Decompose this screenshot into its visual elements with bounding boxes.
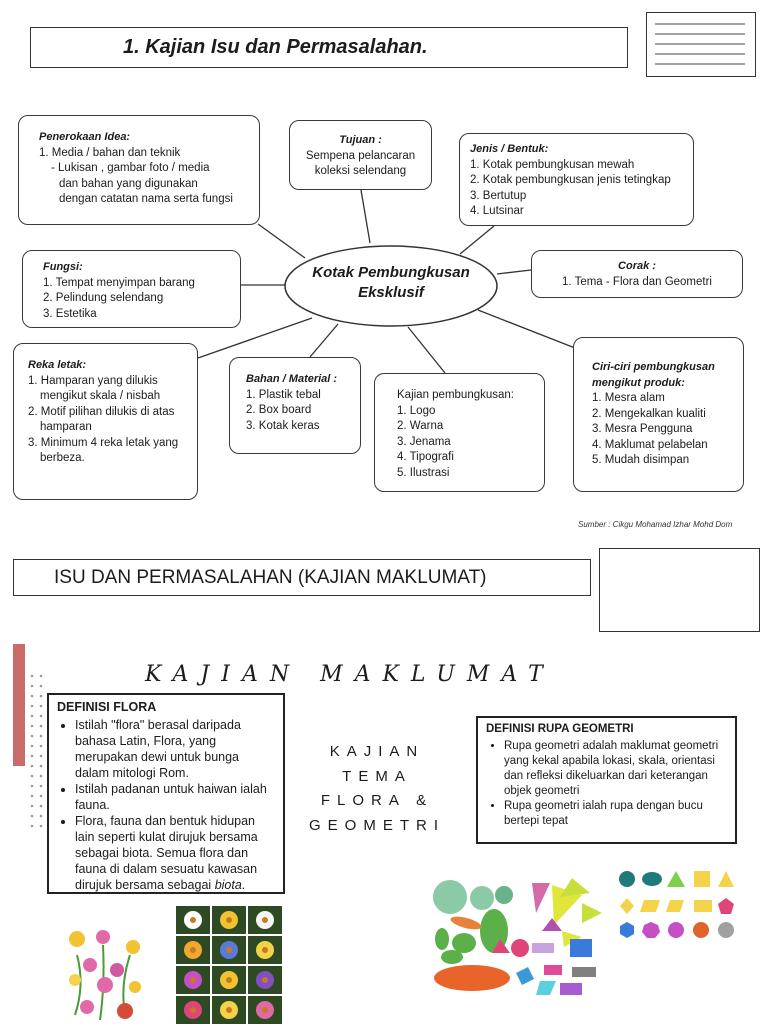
flora-item bbox=[75, 813, 275, 893]
grid-dot bbox=[31, 795, 34, 798]
box-line: 5. Mudah disimpan bbox=[592, 454, 690, 466]
grid-dot bbox=[40, 765, 43, 768]
box-heading: Bahan / Material : bbox=[246, 373, 338, 385]
grid-dot bbox=[40, 725, 43, 728]
grid-dot bbox=[40, 675, 43, 678]
flower-photo-tile bbox=[212, 906, 246, 934]
grid-dot bbox=[31, 735, 34, 738]
center-node-label bbox=[282, 263, 500, 303]
grid-dot bbox=[31, 725, 34, 728]
shape-reference-chart bbox=[614, 868, 744, 954]
box-heading: Tujuan : bbox=[339, 134, 382, 146]
box-ciri-ciri bbox=[573, 337, 744, 492]
box-line: 2. Motif pilihan dilukis di atas bbox=[28, 405, 175, 418]
box-line: dan bahan yang digunakan bbox=[59, 177, 198, 190]
box-line: 3. Mesra Pengguna bbox=[592, 423, 693, 435]
grid-dot bbox=[31, 685, 34, 688]
center-words bbox=[292, 740, 462, 838]
center-word: TEMA bbox=[342, 767, 412, 785]
definisi-flora bbox=[47, 693, 285, 894]
grid-dot bbox=[31, 745, 34, 748]
box-line: koleksi selendang bbox=[314, 165, 407, 177]
blank-box bbox=[599, 548, 760, 632]
center-node-line1: Kotak Pembungkusan bbox=[312, 264, 470, 281]
box-heading: Corak : bbox=[618, 260, 656, 272]
flora-italic-term: biota bbox=[214, 878, 242, 892]
grid-dot bbox=[40, 815, 43, 818]
flower-photo-tile bbox=[212, 966, 246, 994]
grid-dot bbox=[40, 695, 43, 698]
script-title: KAJIAN MAKLUMAT bbox=[145, 662, 555, 687]
geometri-item: • Rupa geometri adalah maklumat geometri yang kekal apabila lokasi, skala, orientasi dan refleksi dikeluarkan dari keterangan objek geometri bbox=[504, 739, 727, 799]
box-line: 1. Tempat menyimpan barang bbox=[43, 276, 195, 289]
box-corak bbox=[531, 250, 743, 298]
box-line: 1. Logo bbox=[397, 404, 436, 417]
geometric-shapes-cluster bbox=[432, 873, 612, 1003]
box-line: dengan catatan nama serta fungsi bbox=[59, 193, 233, 205]
flower-photo-tile bbox=[248, 906, 282, 934]
box-line: 2. Pelindung selendang bbox=[43, 292, 164, 304]
center-word: FLORA & bbox=[320, 792, 434, 809]
box-bahan-material bbox=[229, 357, 361, 454]
flora-period: . bbox=[241, 878, 246, 892]
grid-dot bbox=[31, 805, 34, 808]
flower-photo-tile bbox=[248, 936, 282, 964]
grid-dot bbox=[40, 805, 43, 808]
box-line: 3. Minimum 4 reka letak yang bbox=[28, 436, 179, 449]
box-line: 1. Media / bahan dan teknik bbox=[39, 146, 181, 159]
grid-dot bbox=[40, 755, 43, 758]
box-line: 4. Lutsinar bbox=[470, 205, 524, 217]
geometri-item: • Rupa geometri ialah rupa dengan bucu bertepi tepat bbox=[504, 799, 727, 829]
box-line: 1. Plastik tebal bbox=[246, 388, 321, 401]
grid-dot bbox=[40, 785, 43, 788]
grid-dot bbox=[31, 695, 34, 698]
center-word: KAJIAN bbox=[329, 743, 425, 760]
grid-dot bbox=[40, 715, 43, 718]
box-heading: Kajian pembungkusan: bbox=[397, 389, 514, 401]
grid-dot bbox=[31, 785, 34, 788]
section-title-box bbox=[13, 559, 591, 596]
box-heading: Jenis / Bentuk: bbox=[470, 143, 549, 155]
box-line: 1. Mesra alam bbox=[592, 392, 665, 404]
flower-photo-grid bbox=[176, 906, 284, 1024]
box-line: 3. Bertutup bbox=[470, 189, 527, 202]
box-line: 2. Kotak pembungkusan jenis tetingkap bbox=[470, 174, 671, 186]
flower-photo-tile bbox=[248, 966, 282, 994]
grid-dot bbox=[31, 675, 34, 678]
box-heading: Fungsi: bbox=[43, 261, 83, 273]
flower-photo-tile bbox=[176, 906, 210, 934]
box-line: - Lukisan , gambar foto / media bbox=[51, 162, 210, 174]
box-line: 5. Ilustrasi bbox=[397, 466, 450, 479]
definisi-rupa-geometri bbox=[476, 716, 737, 844]
flower-photo-tile bbox=[212, 936, 246, 964]
flower-photo-tile bbox=[248, 996, 282, 1024]
definisi-geometri-heading: DEFINISI RUPA GEOMETRI bbox=[486, 723, 634, 735]
flora-item-text: Flora, fauna dan bentuk hidupan lain seperti kulat dirujuk bersama sebagai biota. Semua flora dan fauna di dalam sesuatu kawasan dirujuk bersama sebagai bbox=[75, 814, 258, 892]
box-line: Sempena pelancaran bbox=[305, 149, 416, 162]
box-line: 3. Kotak keras bbox=[246, 419, 320, 432]
box-line: mengikut skala / nisbah bbox=[40, 390, 161, 402]
box-line: 2. Warna bbox=[397, 420, 444, 432]
flora-item: • Istilah padanan untuk haiwan ialah fauna. bbox=[75, 781, 275, 813]
flower-photo-tile bbox=[176, 996, 210, 1024]
flower-photo-tile bbox=[212, 996, 246, 1024]
grid-dot bbox=[40, 705, 43, 708]
box-line: 4. Maklumat pelabelan bbox=[592, 438, 708, 451]
box-reka-letak bbox=[13, 343, 198, 500]
grid-dot bbox=[31, 775, 34, 778]
section-title: ISU DAN PERMASALAHAN (KAJIAN MAKLUMAT) bbox=[54, 567, 487, 588]
box-fungsi bbox=[22, 250, 241, 328]
definisi-flora-heading: DEFINISI FLORA bbox=[57, 700, 157, 714]
grid-dot bbox=[40, 745, 43, 748]
flower-illustration bbox=[55, 925, 155, 1024]
flower-photo-tile bbox=[176, 966, 210, 994]
grid-dot bbox=[31, 755, 34, 758]
box-heading: Ciri-ciri pembungkusan mengikut produk: bbox=[592, 361, 715, 389]
box-line: berbeza. bbox=[40, 452, 85, 464]
top-title: 1. Kajian Isu dan Permasalahan. bbox=[123, 36, 428, 58]
box-line: 1. Hamparan yang dilukis bbox=[28, 374, 158, 387]
grid-dot bbox=[31, 825, 34, 828]
grid-dot bbox=[40, 685, 43, 688]
box-line: 2. Mengekalkan kualiti bbox=[592, 407, 706, 420]
grid-dot bbox=[31, 815, 34, 818]
box-jenis-bentuk bbox=[459, 133, 694, 226]
box-kajian-pembungkusan bbox=[374, 373, 545, 492]
box-line: 3. Jenama bbox=[397, 435, 451, 448]
box-line: hamparan bbox=[40, 421, 92, 433]
grid-dot bbox=[40, 775, 43, 778]
flower-photo-tile bbox=[176, 936, 210, 964]
flora-item: • Istilah "flora" berasal daripada bahasa Latin, Flora, yang merupakan dewi untuk bunga dalam mitologi Rom. bbox=[75, 717, 275, 781]
box-line: 1. Tema - Flora dan Geometri bbox=[562, 275, 712, 288]
box-line: 2. Box board bbox=[246, 404, 312, 416]
box-penerokaan-idea bbox=[18, 115, 260, 225]
box-tujuan bbox=[289, 120, 432, 190]
dot-grid-decoration bbox=[28, 672, 46, 832]
center-word: GEOMETRI bbox=[308, 816, 445, 834]
grid-dot bbox=[31, 765, 34, 768]
box-line: 4. Tipografi bbox=[397, 451, 454, 463]
box-heading: Penerokaan Idea: bbox=[39, 131, 131, 143]
box-line: 3. Estetika bbox=[43, 307, 97, 320]
box-line: 1. Kotak pembungkusan mewah bbox=[470, 158, 635, 171]
accent-bar bbox=[13, 644, 25, 766]
box-heading: Reka letak: bbox=[28, 359, 87, 371]
center-node-line2: Eksklusif bbox=[358, 284, 424, 301]
source-note: Sumber : Cikgu Mohamad Izhar Mohd Dom bbox=[578, 520, 733, 529]
grid-dot bbox=[31, 715, 34, 718]
grid-dot bbox=[40, 795, 43, 798]
grid-dot bbox=[40, 735, 43, 738]
grid-dot bbox=[40, 825, 43, 828]
grid-dot bbox=[31, 705, 34, 708]
